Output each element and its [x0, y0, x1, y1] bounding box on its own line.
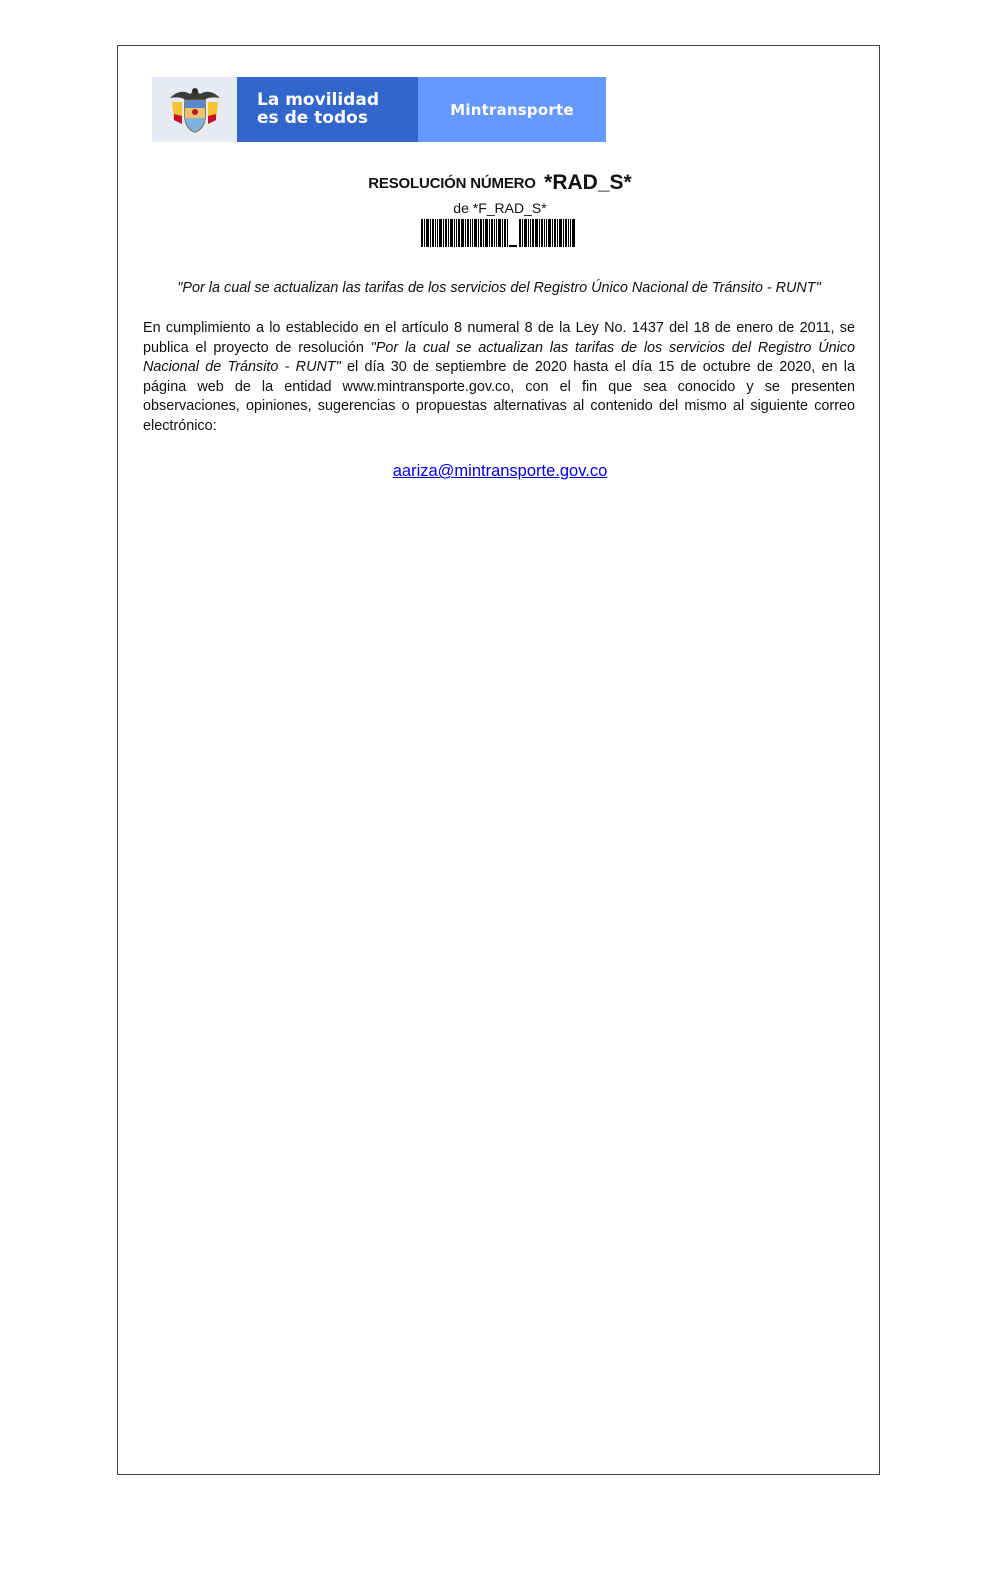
tagline-block: [237, 77, 418, 142]
body-quoted-title: "Por la cual se actualizan las tarifas de los servicios del Registro Único Nacional de Tránsito - RUNT": [143, 339, 856, 376]
resolution-title: [0, 170, 1000, 194]
header-logo-banner: [152, 77, 606, 142]
body-text-part-1: En cumplimiento a lo establecido en el artículo 8 numeral 8 de la Ley No. 1437 del 18 de enero de 2011, se publica el proyecto de resolución: [143, 320, 855, 356]
document-page: [117, 45, 880, 1475]
shield-container: [152, 77, 237, 142]
resolution-subject: "Por la cual se actualizan las tarifas de los servicios del Registro Único Nacional de Tránsito - RUNT": [177, 280, 821, 296]
contact-email-container: [0, 462, 1000, 481]
resolution-number: *RAD_S*: [544, 171, 632, 194]
colombia-coat-of-arms-icon: [166, 84, 224, 136]
body-text-part-2: el día 30 de septiembre de 2020 hasta el día 15 de octubre de 2020, en la página web de la entidad www.mintransporte.gov.co, con el fin que sea conocido y se presenten observaciones, opiniones, sugerencias o propuestas alternativas al contenido del mismo al siguiente correo electrónico:: [143, 359, 855, 434]
resolution-date: de *F_RAD_S*: [453, 200, 547, 216]
resolution-label: RESOLUCIÓN NÚMERO: [368, 175, 536, 192]
tagline-line-2: es de todos: [257, 108, 368, 128]
ministry-name-block: [418, 77, 606, 142]
body-paragraph: [143, 319, 855, 437]
barcode-icon: [421, 219, 576, 251]
tagline-line-1: La movilidad: [257, 90, 379, 110]
ministry-name: Mintransporte: [450, 100, 574, 119]
contact-email-link[interactable]: aariza@mintransporte.gov.co: [392, 462, 608, 480]
